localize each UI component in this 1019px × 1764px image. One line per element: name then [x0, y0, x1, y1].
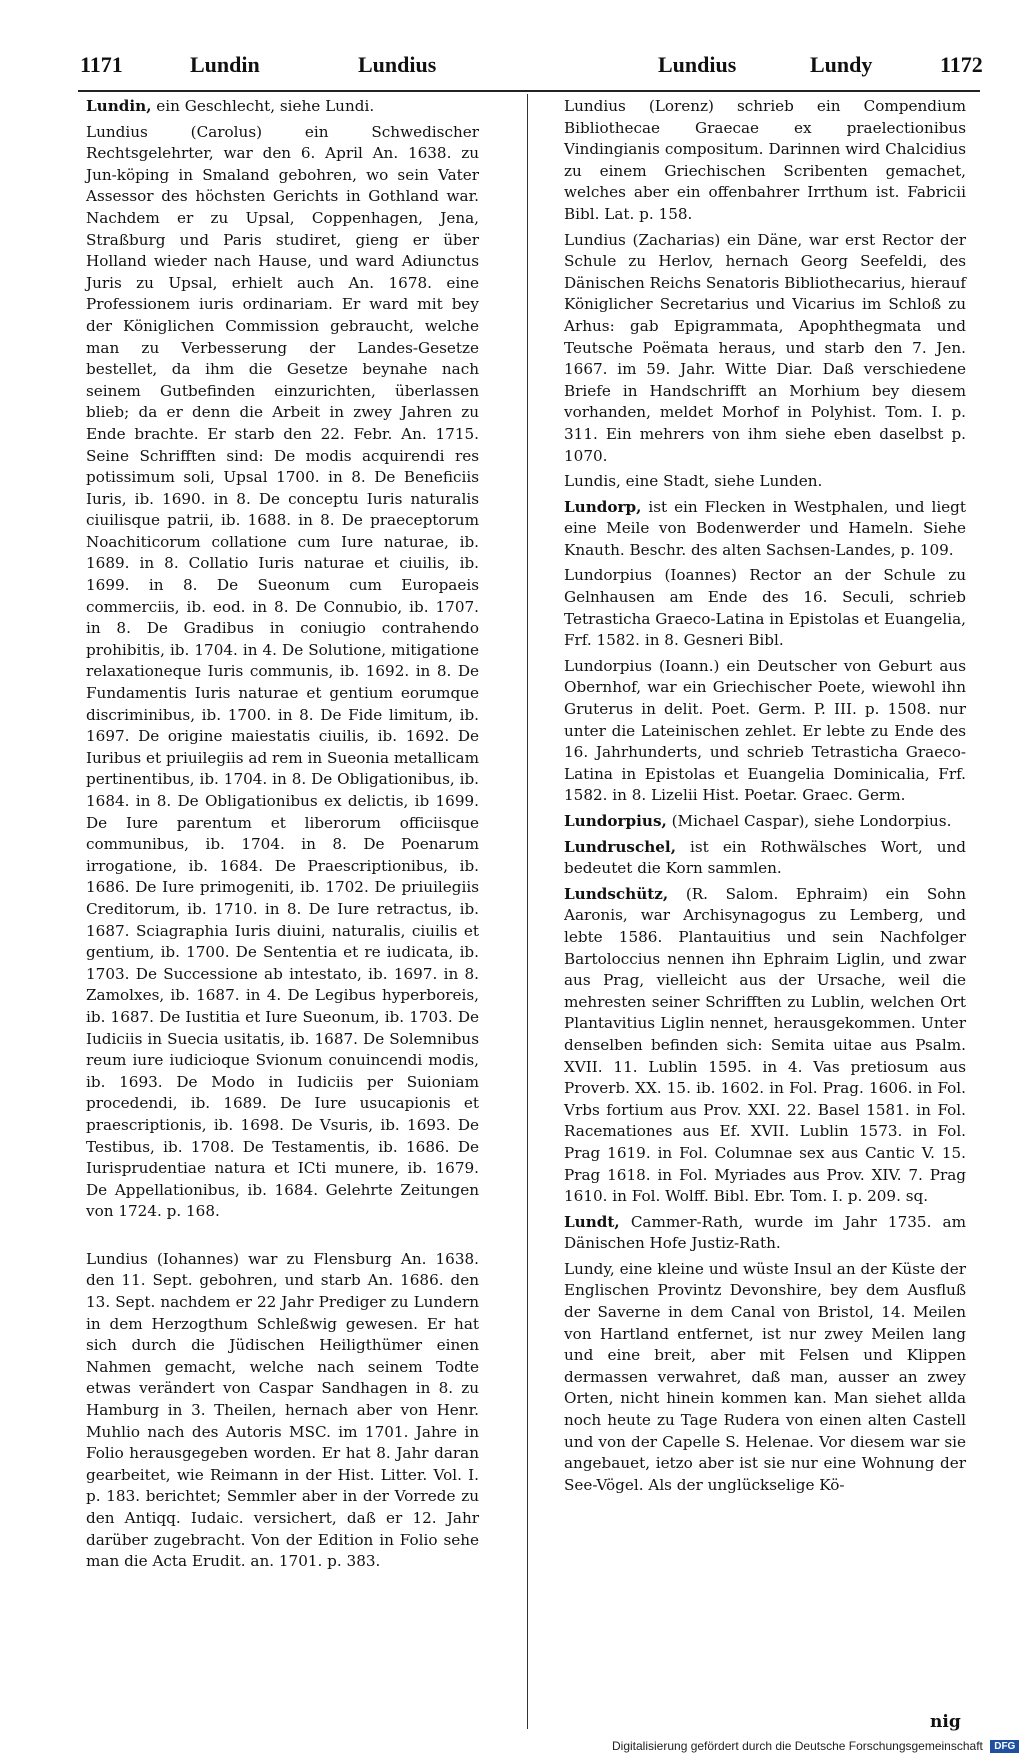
entry-lemma: Lundschütz,	[564, 884, 669, 903]
entry-text: Lundy, eine kleine und wüste Insul an der Küste der Englischen Provintz Devonshire, bey dem Ausfluß der Saverne in dem Canal von Bristol, 14. Meilen von Hartland entfernet, ist nur zwey Meilen lang und eine breit, aber mit Felsen und Klippen dermassen verwahret, daß man, ausser an zwey Orten, nicht hinein kommen kan. Man siehet allda noch heute zu Tage Rudera von einen alten Castell und von der Capelle S. Helenae. Vor diesem war sie angebauet, ietzo aber ist sie nur eine Wohnung der See-Vögel. Als der unglückselige Kö-	[564, 1259, 966, 1494]
dictionary-entry	[564, 884, 966, 1208]
catchword: nig	[930, 1712, 961, 1732]
dictionary-entry	[564, 811, 966, 833]
left-column	[86, 96, 479, 1577]
page-number-right: 1172	[940, 52, 983, 77]
dictionary-entry	[86, 1249, 479, 1573]
entry-lemma: Lundorp,	[564, 497, 642, 516]
dictionary-entry	[564, 497, 966, 562]
entry-text: ein Geschlecht, siehe Lundi.	[151, 97, 375, 115]
page-footer	[612, 1739, 1016, 1753]
entry-text: ist ein Rothwälsches Wort, und bedeutet die Korn sammlen.	[564, 837, 966, 878]
running-head-left-2: Lundius	[358, 52, 437, 77]
dictionary-entry	[86, 96, 479, 118]
right-column	[564, 96, 966, 1500]
entry-text: Cammer-Rath, wurde im Jahr 1735. am Dänischen Hofe Justiz-Rath.	[564, 1212, 966, 1253]
entry-text: (Michael Caspar), siehe Londorpius.	[666, 812, 952, 830]
dfg-logo-icon: DFG	[990, 1740, 1019, 1753]
dictionary-entry	[564, 1212, 966, 1255]
header-rule	[78, 90, 980, 92]
entry-text: Lundius (Carolus) ein Schwedischer Rechtsgelehrter, war den 6. April An. 1638. zu Jun-köping in Smaland gebohren, wo sein Vater Assessor des höchsten Gerichts in Gothland war. Nachdem er zu Upsal, Coppenhagen, Jena, Straßburg und Paris studiret, gieng er über Holland wieder nach Hause, und ward Adiunctus Juris zu Upsal, erhielt auch An. 1678. eine Professionem iuris ordinariam. Er ward mit bey der Königlichen Commission gebraucht, welche man zu Verbesserung der Landes-Gesetze bestellet, da ihm die Gesetze beynahe nach seinem Gutbefinden einzurichten, überlassen blieb; da er denn die Arbeit in zwey Jahren zu Ende brachte. Er starb den 22. Febr. An. 1715. Seine Schrifften sind: De modis acquirendi res potissimum soli, Upsal 1700. in 8. De Beneficiis Iuris, ib. 1690. in 8. De conceptu Iuris naturalis ciuilisque patrii, ib. 1688. in 8. De praeceptorum Noachiticorum collatione cum Iure naturae, ib. 1689. in 8. Collatio Iuris naturae et ciuilis, ib. 1699. in 8. De Sueonum cum Europaeis commerciis, ib. eod. in 8. De Connubio, ib. 1707. in 8. De Gradibus in coniugio contrahendo prohibitis, ib. 1704. in 4. De Solutione, mitigatione relaxationeque Iuris communis, ib. 1692. in 8. De Fundamentis Iuris naturae et gentium eorumque discriminibus, ib. 1700. in 8. De Fide limitum, ib. 1697. De origine maiestatis ciuilis, ib. 1692. De Iuribus et priuilegiis ad rem in Sueonia metallicam pertinentibus, ib. 1704. in 8. De Obligationibus, ib. 1684. in 8. De Obligationibus ex delictis, ib 1699. De Iure parentum et liberorum officiisque communibus, ib. 1704. in 8. De Poenarum irrogatione, ib. 1684. De Praescriptionibus, ib. 1686. De Iure primogeniti, ib. 1702. De priuilegiis Creditorum, ib. 1710. in 8. De Iure retractus, ib. 1687. Sciagraphia Iuris diuini, naturalis, ciuilis et gentium, ib. 1700. De Sententia et re iudicata, ib. 1703. De Successione ab intestato, ib. 1697. in 8. Zamolxes, ib. 1687. in 4. De Legibus hyperboreis, ib. 1687. De Iustitia et Iure Sueonum, ib. 1703. De Iudiciis in Suecia usitatis, ib. 1687. De Solemnibus reum iure iudicioque Svionum conuincendi modis, ib. 1693. De Modo in Iudiciis per Suioniam procedendi, ib. 1689. De Iure usucapionis et praescriptionis, ib. 1698. De Vsuris, ib. 1693. De Testibus, ib. 1708. De Testamentis, ib. 1686. De Iurisprudentiae natura et ICti munere, ib. 1679. De Appellationibus, ib. 1684. Gelehrte Zeitungen von 1724. p. 168.	[86, 122, 479, 1221]
entry-lemma: Lundt,	[564, 1212, 620, 1231]
entry-lemma: Lundin,	[86, 97, 152, 115]
dictionary-entry	[86, 122, 479, 1223]
entry-lemma: Lundorpius,	[564, 812, 667, 830]
running-head-right-2: Lundy	[810, 52, 873, 77]
dictionary-entry	[564, 1259, 966, 1497]
column-divider	[527, 94, 528, 1729]
footer-credit: Digitalisierung gefördert durch die Deutsche Forschungsgemeinschaft	[612, 1739, 983, 1753]
running-head-left-1: Lundin	[190, 52, 260, 77]
entry-text: Lundius (Lorenz) schrieb ein Compendium Bibliothecae Graecae ex praelectionibus Vindingianis compositum. Darinnen wird Chalcidius zu einem Griechischen Scribenten gemachet, welches aber ein offenbahrer Irrthum ist. Fabricii Bibl. Lat. p. 158.	[564, 97, 966, 223]
dictionary-entry	[564, 837, 966, 880]
entry-text: Lundorpius (Ioannes) Rector an der Schule zu Gelnhausen am Ende des 16. Seculi, schrieb Tetrasticha Graeco-Latina in Epistolas et Euangelia, Frf. 1582. in 8. Gesneri Bibl.	[564, 566, 966, 650]
entry-text: Lundorpius (Ioann.) ein Deutscher von Geburt aus Obernhof, war ein Griechischer Poete, wiewohl ihn Gruterus in delit. Poet. Germ. P. III. p. 1508. nur unter die Lateinischen zehlet. Er lebte zu Ende des 16. Jahrhunderts, und schrieb Tetrasticha Graeco-Latina in Epistolas et Euangelia Dominicalia, Frf. 1582. in 8. Lizelii Hist. Poetar. Graec. Germ.	[564, 656, 966, 805]
running-head-right-1: Lundius	[658, 52, 737, 77]
entry-text: Lundius (Iohannes) war zu Flensburg An. 1638. den 11. Sept. gebohren, und starb An. 1686. den 13. Sept. nachdem er 22 Jahr Prediger zu Lundern in dem Herzogthum Schleßwig gewesen. Er hat sich durch die Jüdischen Heiligthümer einen Nahmen gemacht, welche nach seinem Todte etwas verändert von Caspar Sandhagen in 8. zu Hamburg in 3. Theilen, hernach aber von Henr. Muhlio nach des Autoris MSC. im 1701. Jahre in Folio herausgegeben worden. Er hat 8. Jahr daran gearbeitet, wie Reimann in der Hist. Litter. Vol. I. p. 183. berichtet; Semmler aber in der Vorrede zu den Antiqq. Iudaic. versichert, daß er 12. Jahr darüber zugebracht. Von der Edition in Folio sehe man die Acta Erudit. an. 1701. p. 383.	[86, 1249, 479, 1571]
entry-lemma: Lundruschel,	[564, 837, 676, 856]
entry-text: Lundis, eine Stadt, siehe Lunden.	[564, 472, 823, 491]
dictionary-entry	[564, 471, 966, 493]
entry-text: ist ein Flecken in Westphalen, und liegt eine Meile von Bodenwerder und Hameln. Siehe Knauth. Beschr. des alten Sachsen-Landes, p. 109.	[564, 497, 966, 559]
entry-text: Lundius (Zacharias) ein Däne, war erst Rector der Schule zu Herlov, hernach Georg Seefeldi, des Dänischen Reichs Senatoris Bibliothecarius, hierauf Königlicher Secretarius und Vicarius im Schloß zu Arhus: gab Epigrammata, Apophthegmata und Teutsche Poëmata heraus, und starb den 7. Jen. 1667. im 59. Jahr. Witte Diar. Daß verschiedene Briefe in Handschrifft an Morhium bey diesem vorhanden, meldet Morhof in Polyhist. Tom. I. p. 311. Ein mehrers von ihm siehe eben daselbst p. 1070.	[564, 230, 966, 465]
entry-text: (R. Salom. Ephraim) ein Sohn Aaronis, war Archisynagogus zu Lemberg, und lebte 1586. Plantauitius und sein Nachfolger Bartoloccius nennen ihn Ephraim Liglin, und zwar aus Prag, vielleicht aus der Ursache, weil die mehresten seiner Schrifften zu Lublin, welchen Ort Plantavitius Liglin nennet, herausgekommen. Unter denselben befinden sich: Semita uitae aus Psalm. XVII. 11. Lublin 1595. in 4. Vas pretiosum aus Proverb. XX. 15. ib. 1602. in Fol. Prag. 1606. in Fol. Vrbs fortium aus Prov. XXI. 22. Basel 1581. in Fol. Racemationes aus Ef. XVII. Lublin 1573. in Fol. Prag 1619. in Fol. Columnae sex aus Cantic V. 15. Prag 1618. in Fol. Myriades aus Prov. XIV. 7. Prag 1610. in Fol. Wolff. Bibl. Ebr. Tom. I. p. 209. sq.	[564, 884, 966, 1206]
dictionary-entry	[564, 230, 966, 468]
dictionary-entry	[564, 565, 966, 651]
dictionary-entry	[564, 96, 966, 226]
page-number-left: 1171	[80, 52, 123, 77]
entry-gap	[86, 1227, 479, 1249]
dictionary-entry	[564, 656, 966, 807]
page-header	[80, 52, 983, 88]
